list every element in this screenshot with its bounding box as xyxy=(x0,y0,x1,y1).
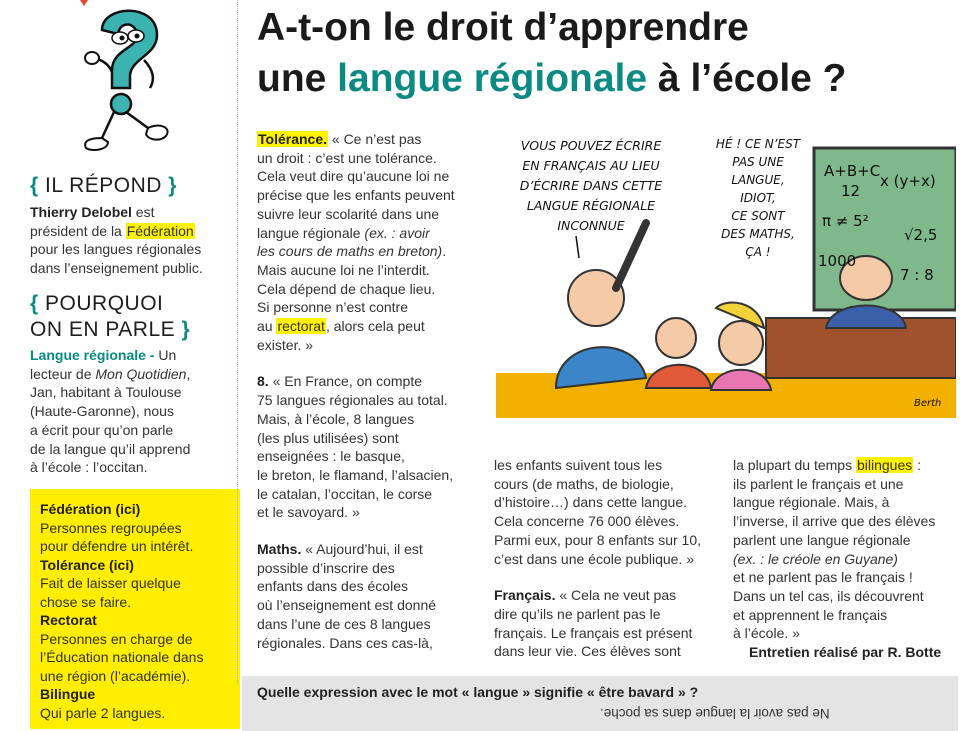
highlight-rectorat: rectorat xyxy=(277,318,325,335)
pourquoi-text: Langue régionale - Un lecteur de Mon Quotidien, Jan, habitant à Toulouse (Haute-Garonne), nous a écrit pour qu’on parle de la langue qu’il apprend à l’école : l’occitan. xyxy=(30,347,191,476)
brace-open-icon: { xyxy=(30,292,39,315)
svg-text:IDIOT,: IDIOT, xyxy=(740,191,776,205)
glossary-box xyxy=(30,489,240,729)
glossary-entry: Rectorat Personnes en charge de l’Éducation nationale dans une région (l’académie). xyxy=(40,612,204,684)
svg-text:√2,5: √2,5 xyxy=(904,226,938,244)
svg-text:PAS UNE: PAS UNE xyxy=(732,155,784,169)
brace-close-icon: } xyxy=(181,318,191,341)
svg-text:π ≠ 5²: π ≠ 5² xyxy=(822,212,869,230)
il-repond-text: Thierry Delobel est président de la Fédération pour les langues régionales dans l’enseignement public. xyxy=(30,204,203,277)
teacher-classroom-cartoon xyxy=(496,128,956,418)
svg-text:EN FRANÇAIS AU LIEU: EN FRANÇAIS AU LIEU xyxy=(522,158,660,173)
brace-close-icon: } xyxy=(168,174,177,197)
pourquoi-heading: { POURQUOI ON EN PARLE } xyxy=(30,292,191,341)
svg-text:ÇA !: ÇA ! xyxy=(745,245,771,259)
column-divider xyxy=(237,0,239,683)
highlight-bilingues: bilingues xyxy=(856,457,913,473)
svg-text:CE SONT: CE SONT xyxy=(731,209,785,223)
svg-text:A+B+C: A+B+C xyxy=(824,162,881,180)
svg-text:VOUS POUVEZ ÉCRIRE: VOUS POUVEZ ÉCRIRE xyxy=(520,138,662,153)
page-title: A-t-on le droit d’apprendre une langue régionale à l’école ? xyxy=(257,6,847,100)
quiz-question: Quelle expression avec le mot « langue » signifie « être bavard » ? xyxy=(257,684,699,700)
svg-text:DES MATHS,: DES MATHS, xyxy=(721,227,795,241)
svg-text:12: 12 xyxy=(841,182,861,200)
svg-text:HÉ ! CE N’EST: HÉ ! CE N’EST xyxy=(715,137,801,151)
svg-text:1000: 1000 xyxy=(818,252,857,270)
student-head xyxy=(719,321,763,365)
question-mark-mascot-icon xyxy=(62,0,182,160)
quiz-answer-upside-down: Ne pas avoir la langue dans sa poche. xyxy=(600,706,830,721)
glossary-entry: Tolérance (ici) Fait de laisser quelque chose se faire. xyxy=(40,556,181,610)
svg-text:D’ÉCRIRE DANS CETTE: D’ÉCRIRE DANS CETTE xyxy=(519,178,663,193)
article-column-2: les enfants suivent tous les cours (de maths, de biologie, d’histoire…) dans cette langue. Cela concerne 76 000 élèves. Parmi eux, pour 8 enfants sur 10, c’est dans une école publique. » Français. « Cela ne veut pas dire qu’ils ne parlent pas le français. Le français est présent dans leur vie. Ces élèves sont xyxy=(494,457,701,660)
highlight-federation: Fédération xyxy=(126,222,194,239)
glossary-entry: Fédération (ici) Personnes regroupées pour défendre un intérêt. xyxy=(40,501,194,554)
svg-text:INCONNUE: INCONNUE xyxy=(557,218,625,233)
svg-text:LANGUE,: LANGUE, xyxy=(731,173,785,187)
interview-credit: Entretien réalisé par R. Botte xyxy=(749,644,942,661)
student-head xyxy=(568,270,624,326)
article-column-3: la plupart du temps bilingues : ils parlent le français et une langue régionale. Mais, à l’inverse, il arrive que des élèves parlent une langue régionale (ex. : le créole en Guyane) et ne parlent pas le français ! Dans un tel cas, ils découvrent et apprennent le français à l’école. » Entretien réalisé par R. Botte xyxy=(733,457,942,661)
svg-text:7 : 8: 7 : 8 xyxy=(900,266,934,284)
article-column-1: Tolérance. « Ce n’est pas un droit : c’est une tolérance. Cela veut dire qu’aucune loi ne précise que les enfants peuvent suivre leur scolarité dans une langue régionale (ex. : avoir les cours de maths en breton). Mais aucune loi ne l’interdit. Cela dépend de chaque lieu. Si personne n’est contre au rectorat, alors cela peut exister. » 8. « En France, on compte 75 langues régionales au total. Mais, à l’école, 8 langues (les plus utilisées) sont enseignées : le basque, le breton, le flamand, l’alsacien, le catalan, l’occitan, le corse et le savoyard. » Maths. « Aujourd’hui, il est possible d’inscrire des enfants dans des écoles où l’enseignement est donné dans l’une de ces 8 langues régionales. Dans ces cas-là, xyxy=(257,131,455,651)
cartoon-signature: Berth xyxy=(914,398,942,409)
brace-open-icon: { xyxy=(30,174,39,197)
il-repond-heading: { IL RÉPOND } xyxy=(30,174,177,197)
svg-text:x (y+x): x (y+x) xyxy=(880,172,936,190)
glossary-entry: Bilingue Qui parle 2 langues. xyxy=(40,686,166,721)
student-head xyxy=(656,318,696,358)
svg-text:LANGUE RÉGIONALE: LANGUE RÉGIONALE xyxy=(526,198,656,213)
